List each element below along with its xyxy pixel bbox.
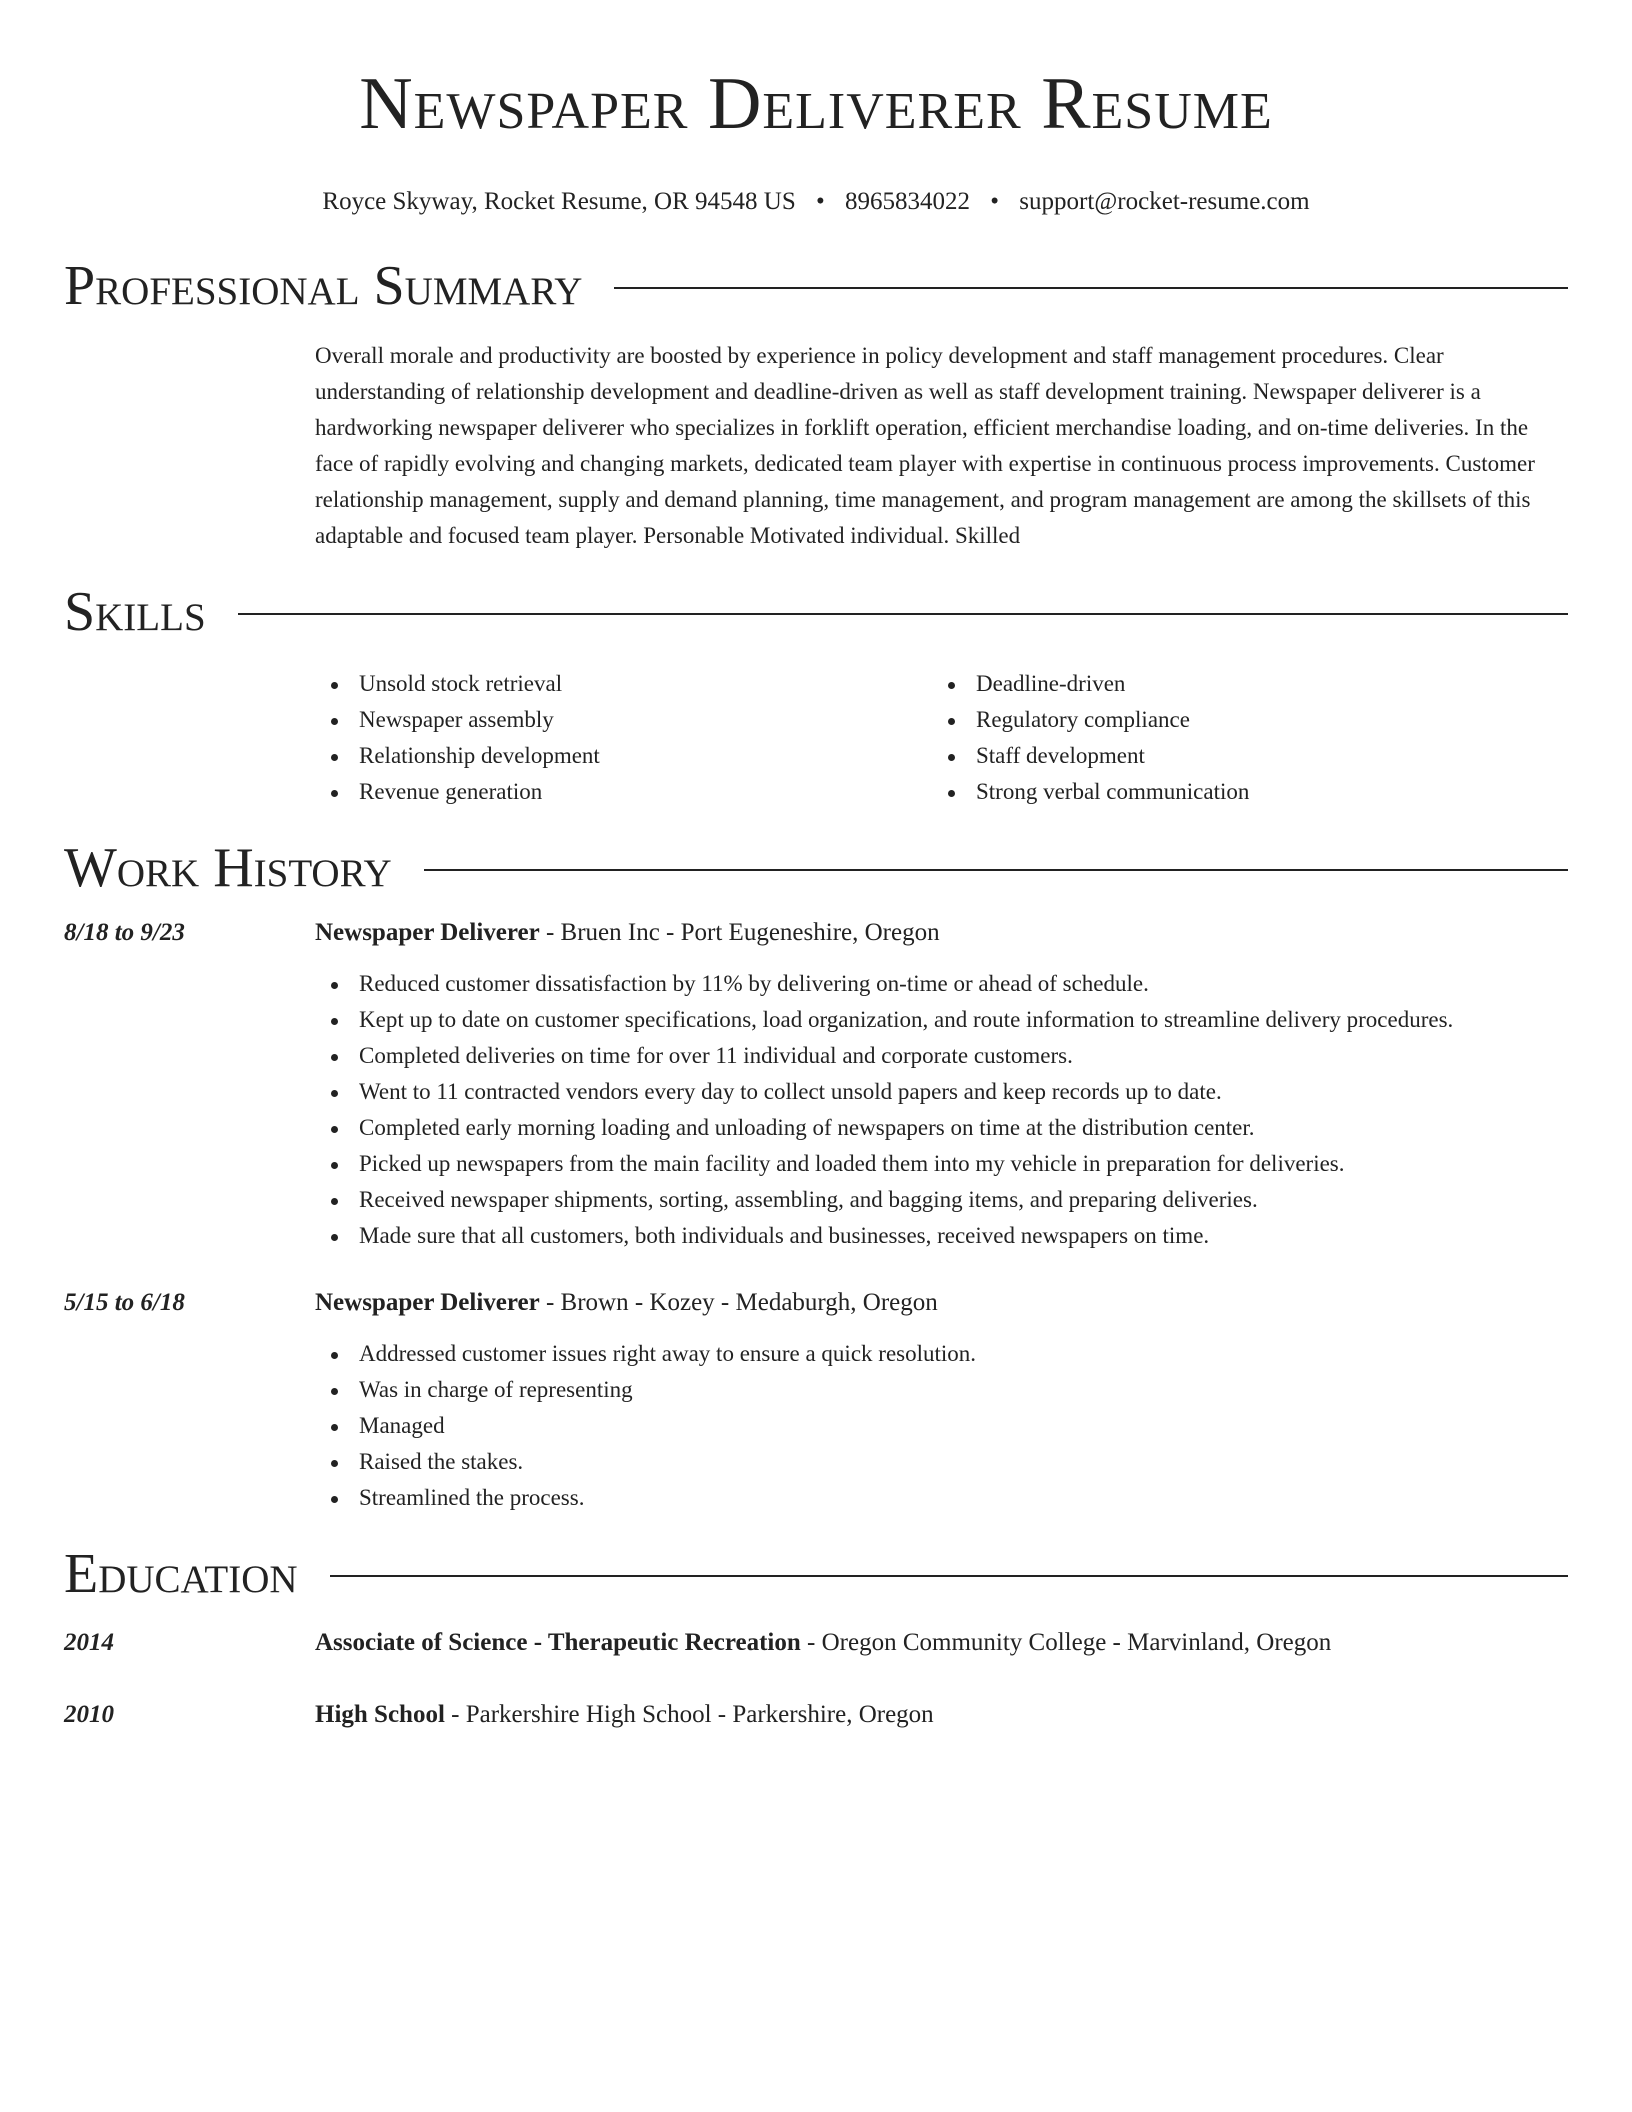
job-bullet: Was in charge of representing	[315, 1372, 1568, 1408]
job-header	[64, 1286, 1568, 1320]
job-bullet: Completed early morning loading and unloading of newspapers on time at the distribution center.	[315, 1110, 1568, 1146]
summary-heading	[64, 254, 1568, 318]
contact-line	[64, 186, 1568, 218]
skill-item: Unsold stock retrieval	[315, 666, 932, 702]
section-divider	[330, 1575, 1568, 1577]
job-bullet: Managed	[315, 1408, 1568, 1444]
job-dates: 5/15 to 6/18	[64, 1289, 185, 1316]
skill-item: Newspaper assembly	[315, 702, 932, 738]
skills-column-right	[932, 666, 1549, 810]
job-bullet: Received newspaper shipments, sorting, assembling, and bagging items, and preparing deliveries.	[315, 1182, 1568, 1218]
job-bullets	[315, 1336, 1568, 1516]
job-bullet: Completed deliveries on time for over 11 individual and corporate customers.	[315, 1038, 1568, 1074]
job-details: - Bruen Inc - Port Eugeneshire, Oregon	[539, 919, 940, 946]
job-bullet: Went to 11 contracted vendors every day to collect unsold papers and keep records up to date.	[315, 1074, 1568, 1110]
contact-separator: •	[816, 188, 825, 215]
job-bullet: Streamlined the process.	[315, 1480, 1568, 1516]
job-bullet: Made sure that all customers, both individuals and businesses, received newspapers on time.	[315, 1218, 1568, 1254]
resume-page	[64, 0, 1568, 1732]
job-role: Newspaper Deliverer	[315, 919, 540, 946]
work-heading-text: Work History	[64, 837, 392, 899]
job-details: - Brown - Kozey - Medaburgh, Oregon	[539, 1289, 938, 1316]
education-line	[315, 1626, 1331, 1660]
job-bullet: Raised the stakes.	[315, 1444, 1568, 1480]
job-title-line	[315, 1286, 938, 1320]
job-header	[64, 916, 1568, 950]
summary-heading-text: Professional Summary	[64, 255, 583, 317]
education-year: 2010	[64, 1701, 114, 1728]
education-heading-text: Education	[64, 1543, 298, 1605]
skill-item: Relationship development	[315, 738, 932, 774]
skill-item: Strong verbal communication	[932, 774, 1549, 810]
skills-list	[315, 666, 1568, 810]
section-divider	[614, 287, 1568, 289]
job-bullet: Picked up newspapers from the main facility and loaded them into my vehicle in preparation for deliveries.	[315, 1146, 1568, 1182]
education-line	[315, 1698, 934, 1732]
job-bullet: Reduced customer dissatisfaction by 11% by delivering on-time or ahead of schedule.	[315, 966, 1568, 1002]
job-entry	[64, 916, 1568, 1254]
job-bullet: Kept up to date on customer specifications, load organization, and route information to streamline delivery procedures.	[315, 1002, 1568, 1038]
job-bullet: Addressed customer issues right away to ensure a quick resolution.	[315, 1336, 1568, 1372]
contact-phone: 8965834022	[845, 188, 971, 215]
skill-item: Regulatory compliance	[932, 702, 1549, 738]
skill-item: Revenue generation	[315, 774, 932, 810]
job-role: Newspaper Deliverer	[315, 1289, 540, 1316]
education-degree: High School	[315, 1701, 445, 1728]
skills-column-left	[315, 666, 932, 810]
skills-heading	[64, 580, 1568, 644]
job-title-line	[315, 916, 940, 950]
contact-separator: •	[990, 188, 1000, 215]
education-details: - Parkershire High School - Parkershire, Oregon	[444, 1701, 934, 1728]
work-heading	[64, 836, 1568, 900]
education-details: - Oregon Community College - Marvinland, Oregon	[800, 1629, 1332, 1656]
contact-email: support@rocket-resume.com	[1019, 188, 1310, 215]
contact-address: Royce Skyway, Rocket Resume, OR 94548 US	[322, 188, 796, 215]
skills-heading-text: Skills	[64, 581, 206, 643]
resume-title: Newspaper Deliverer Resume	[359, 63, 1273, 145]
education-entry	[64, 1698, 1568, 1732]
section-divider	[424, 869, 1568, 871]
education-entry	[64, 1626, 1568, 1660]
section-divider	[238, 613, 1568, 615]
education-degree: Associate of Science - Therapeutic Recreation	[315, 1629, 801, 1656]
job-entry	[64, 1286, 1568, 1516]
education-heading	[64, 1542, 1568, 1606]
education-year: 2014	[64, 1629, 114, 1656]
skill-item: Staff development	[932, 738, 1549, 774]
skill-item: Deadline-driven	[932, 666, 1549, 702]
job-bullets	[315, 966, 1568, 1254]
summary-text: Overall morale and productivity are boosted by experience in policy development and staff management procedures. Clear understanding of relationship development and deadline-driven as well as staff development training. Newspaper deliverer is a hardworking newspaper deliverer who specializes in forklift operation, efficient merchandise loading, and on-time deliveries. In the face of rapidly evolving and changing markets, dedicated team player with expertise in continuous process improvements. Customer relationship management, supply and demand planning, time management, and program management are among the skillsets of this adaptable and focused team player. Personable Motivated individual. Skilled	[315, 343, 1535, 548]
job-dates: 8/18 to 9/23	[64, 919, 185, 946]
